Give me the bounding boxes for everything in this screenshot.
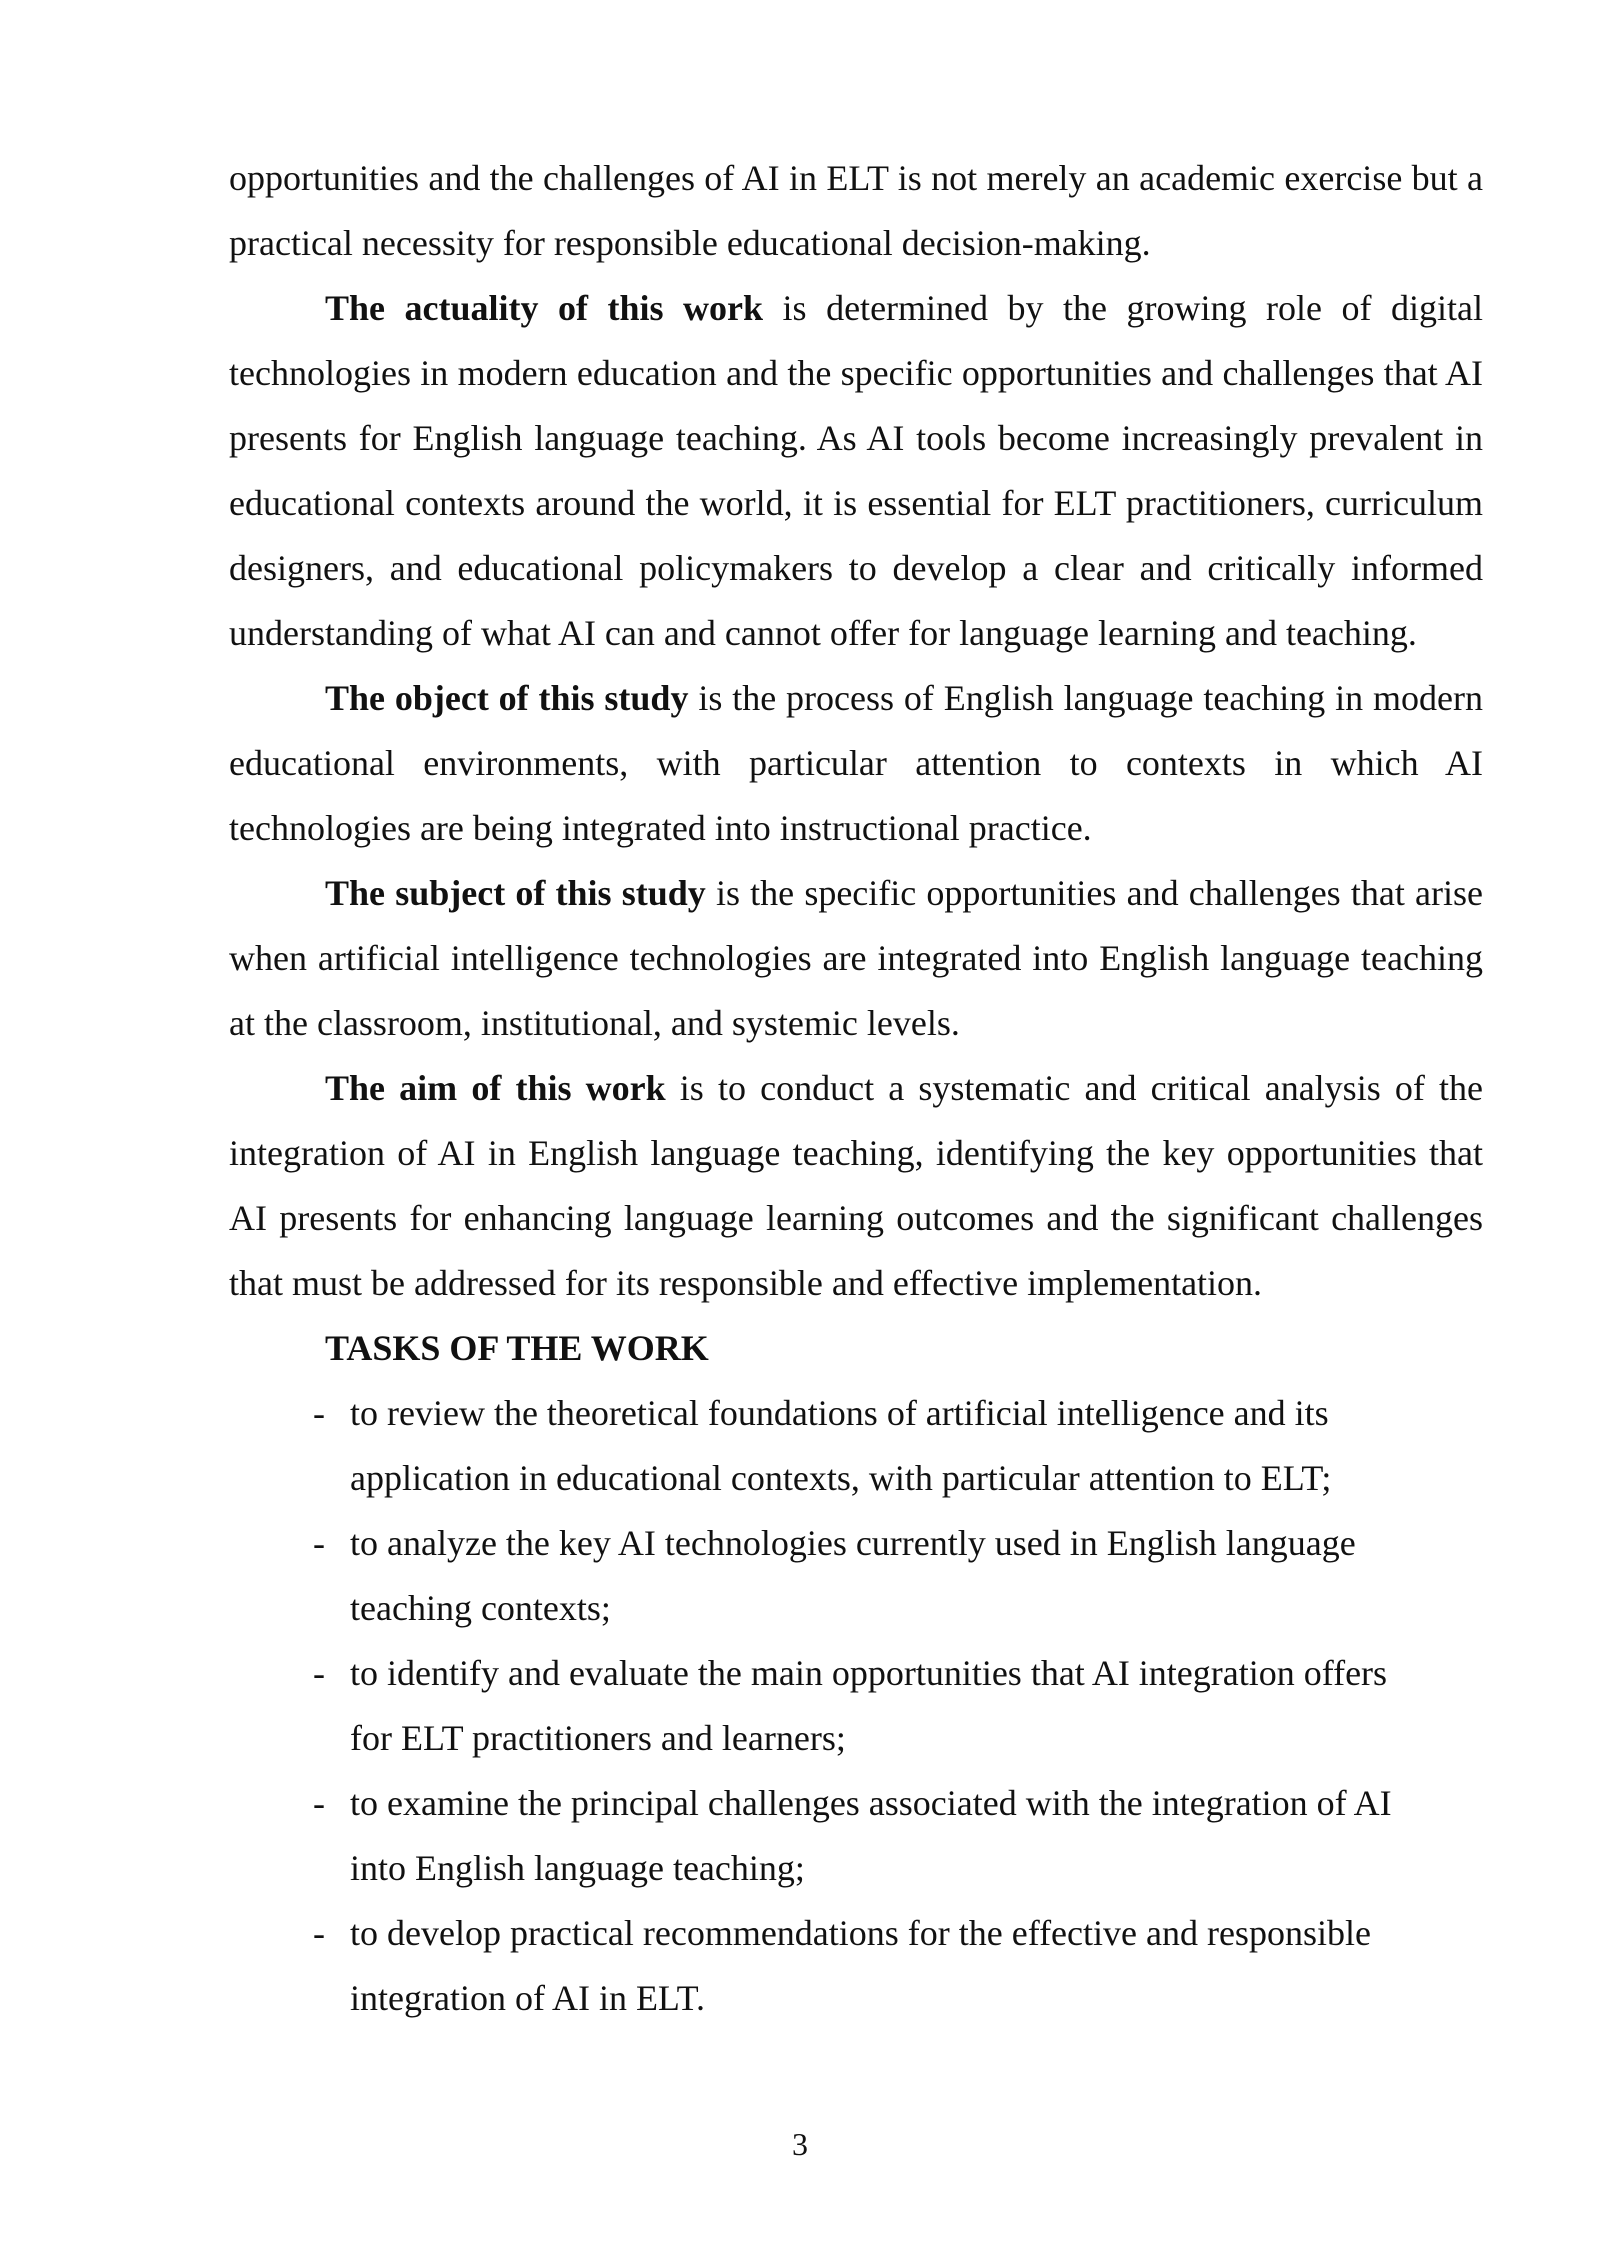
actuality-label: The actuality of this work (325, 288, 764, 328)
task-item (313, 1901, 1426, 2031)
task-bullet: - (313, 1913, 325, 1953)
subject-paragraph (229, 861, 1483, 1056)
task-text: to identify and evaluate the main opportunities that AI integration offers for ELT practitioners and learners; (350, 1653, 1388, 1758)
tasks-heading: TASKS OF THE WORK (325, 1328, 709, 1368)
task-bullet: - (313, 1393, 325, 1433)
aim-text: is to conduct a systematic and critical analysis of the integration of AI in English language teaching, identifying the key opportunities that AI presents for enhancing language learning outcomes and the significant challenges that must be addressed for its responsible and effective implementation. (229, 1068, 1483, 1303)
task-text: to examine the principal challenges associated with the integration of AI into English language teaching; (350, 1783, 1392, 1888)
task-item (313, 1511, 1426, 1641)
actuality-text: is determined by the growing role of digital technologies in modern education and the specific opportunities and challenges that AI presents for English language teaching. As AI tools become increasingly prevalent in educational contexts around the world, it is essential for ELT practitioners, curriculum designers, and educational policymakers to develop a clear and critically informed understanding of what AI can and cannot offer for language learning and teaching. (229, 288, 1483, 653)
task-text: to review the theoretical foundations of artificial intelligence and its application in educational contexts, with particular attention to ELT; (350, 1393, 1332, 1498)
task-text: to analyze the key AI technologies currently used in English language teaching contexts; (350, 1523, 1356, 1628)
body-text (229, 146, 1483, 2031)
task-list (229, 1381, 1426, 2031)
subject-text: is the specific opportunities and challenges that arise when artificial intelligence technologies are integrated into English language teaching at the classroom, institutional, and systemic levels. (229, 873, 1483, 1043)
task-bullet: - (313, 1653, 325, 1693)
aim-label: The aim of this work (325, 1068, 666, 1108)
actuality-paragraph (229, 276, 1483, 666)
task-item (313, 1771, 1426, 1901)
subject-label: The subject of this study (325, 873, 706, 913)
task-bullet: - (313, 1523, 325, 1563)
task-text: to develop practical recommendations for the effective and responsible integration of AI in ELT. (350, 1913, 1371, 2018)
object-label: The object of this study (325, 678, 689, 718)
task-item (313, 1641, 1426, 1771)
intro-continuation-paragraph: opportunities and the challenges of AI in ELT is not merely an academic exercise but a practical necessity for responsible educational decision-making. (229, 158, 1483, 263)
object-paragraph (229, 666, 1483, 861)
task-bullet: - (313, 1783, 325, 1823)
task-item (313, 1381, 1426, 1511)
aim-paragraph (229, 1056, 1483, 1316)
page-number: 3 (792, 2126, 808, 2162)
object-text: is the process of English language teaching in modern educational environments, with particular attention to contexts in which AI technologies are being integrated into instructional practice. (229, 678, 1483, 848)
